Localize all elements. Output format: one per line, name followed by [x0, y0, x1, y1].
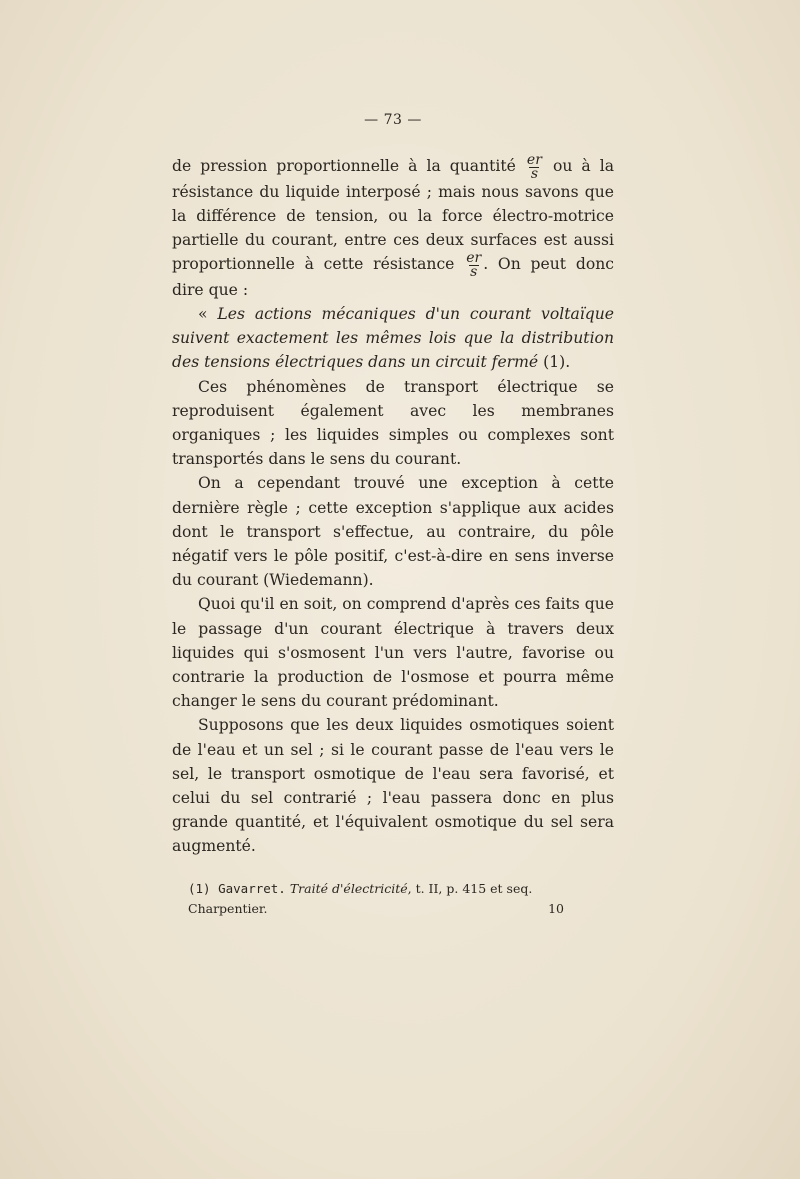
fraction-numerator: er	[466, 249, 482, 266]
page-number: — 73 —	[364, 112, 422, 128]
paragraph: On a cependant trouvé une exception à cette dernière règle ; cette exception s'applique aux acides dont le transport s'effectue, au contraire, du pôle négatif vers le pôle positif, c'est-à-dire en sens inverse du courant (Wiedemann).	[172, 474, 614, 590]
paragraph: Supposons que les deux liquides osmotiques soient de l'eau et un sel ; si le courant passe de l'eau vers le sel, le transport osmotique de l'eau sera favorisé, et celui du sel contrarié ; l'eau passera donc en plus grande quantité, et l'équivalent osmotique du sel sera augmenté.	[172, 716, 614, 856]
paragraph: Quoi qu'il en soit, on comprend d'après ces faits que le passage d'un courant électrique à travers deux liquides qui s'osmosent l'un vers l'autre, favorise ou contrarie la production de l'osmose et pourra même changer le sens du courant prédominant.	[172, 595, 614, 711]
quote-open: «	[198, 305, 218, 324]
footnote-title: Traité d'électricité	[289, 880, 408, 896]
quote-paragraph	[172, 302, 614, 375]
paragraph-1	[172, 151, 614, 302]
footnote	[172, 879, 614, 919]
paragraph-1-part-c: . On peut donc dire que :	[172, 255, 614, 299]
footnote-rest: , t. II, p. 415 et seq.	[407, 880, 533, 896]
fraction-er-s-1	[526, 151, 542, 182]
text-column	[172, 108, 614, 919]
publisher-signature: Charpentier.	[188, 900, 268, 916]
fraction-denominator: s	[470, 263, 478, 280]
signature-row	[188, 899, 614, 919]
paragraph-1-part-b: ou à la résistance du liquide interposé ; mais nous savons que la différence de tension, ou la force électro-motrice partielle du courant, entre ces deux surfaces est aussi proportionnelle à cette résistance	[172, 157, 614, 274]
paragraph-1-part-a: de pression proportionnelle à la quantité	[172, 157, 516, 176]
fraction-er-s-2	[466, 249, 482, 280]
footnote-ref: (1).	[538, 353, 571, 372]
footnote-marker: (1) Gavarret.	[188, 880, 286, 896]
fraction-numerator: er	[526, 151, 542, 168]
paragraph: Ces phénomènes de transport électrique se reproduisent également avec les membranes organiques ; les liquides simples ou complexes sont transportés dans le sens du courant.	[172, 377, 614, 469]
quote-text: Les actions mécaniques d'un courant voltaïque suivent exactement les mêmes lois que la distribution des tensions électriques dans un circuit fermé	[172, 305, 614, 372]
fraction-denominator: s	[530, 165, 538, 182]
sheet-number: 10	[548, 900, 564, 916]
